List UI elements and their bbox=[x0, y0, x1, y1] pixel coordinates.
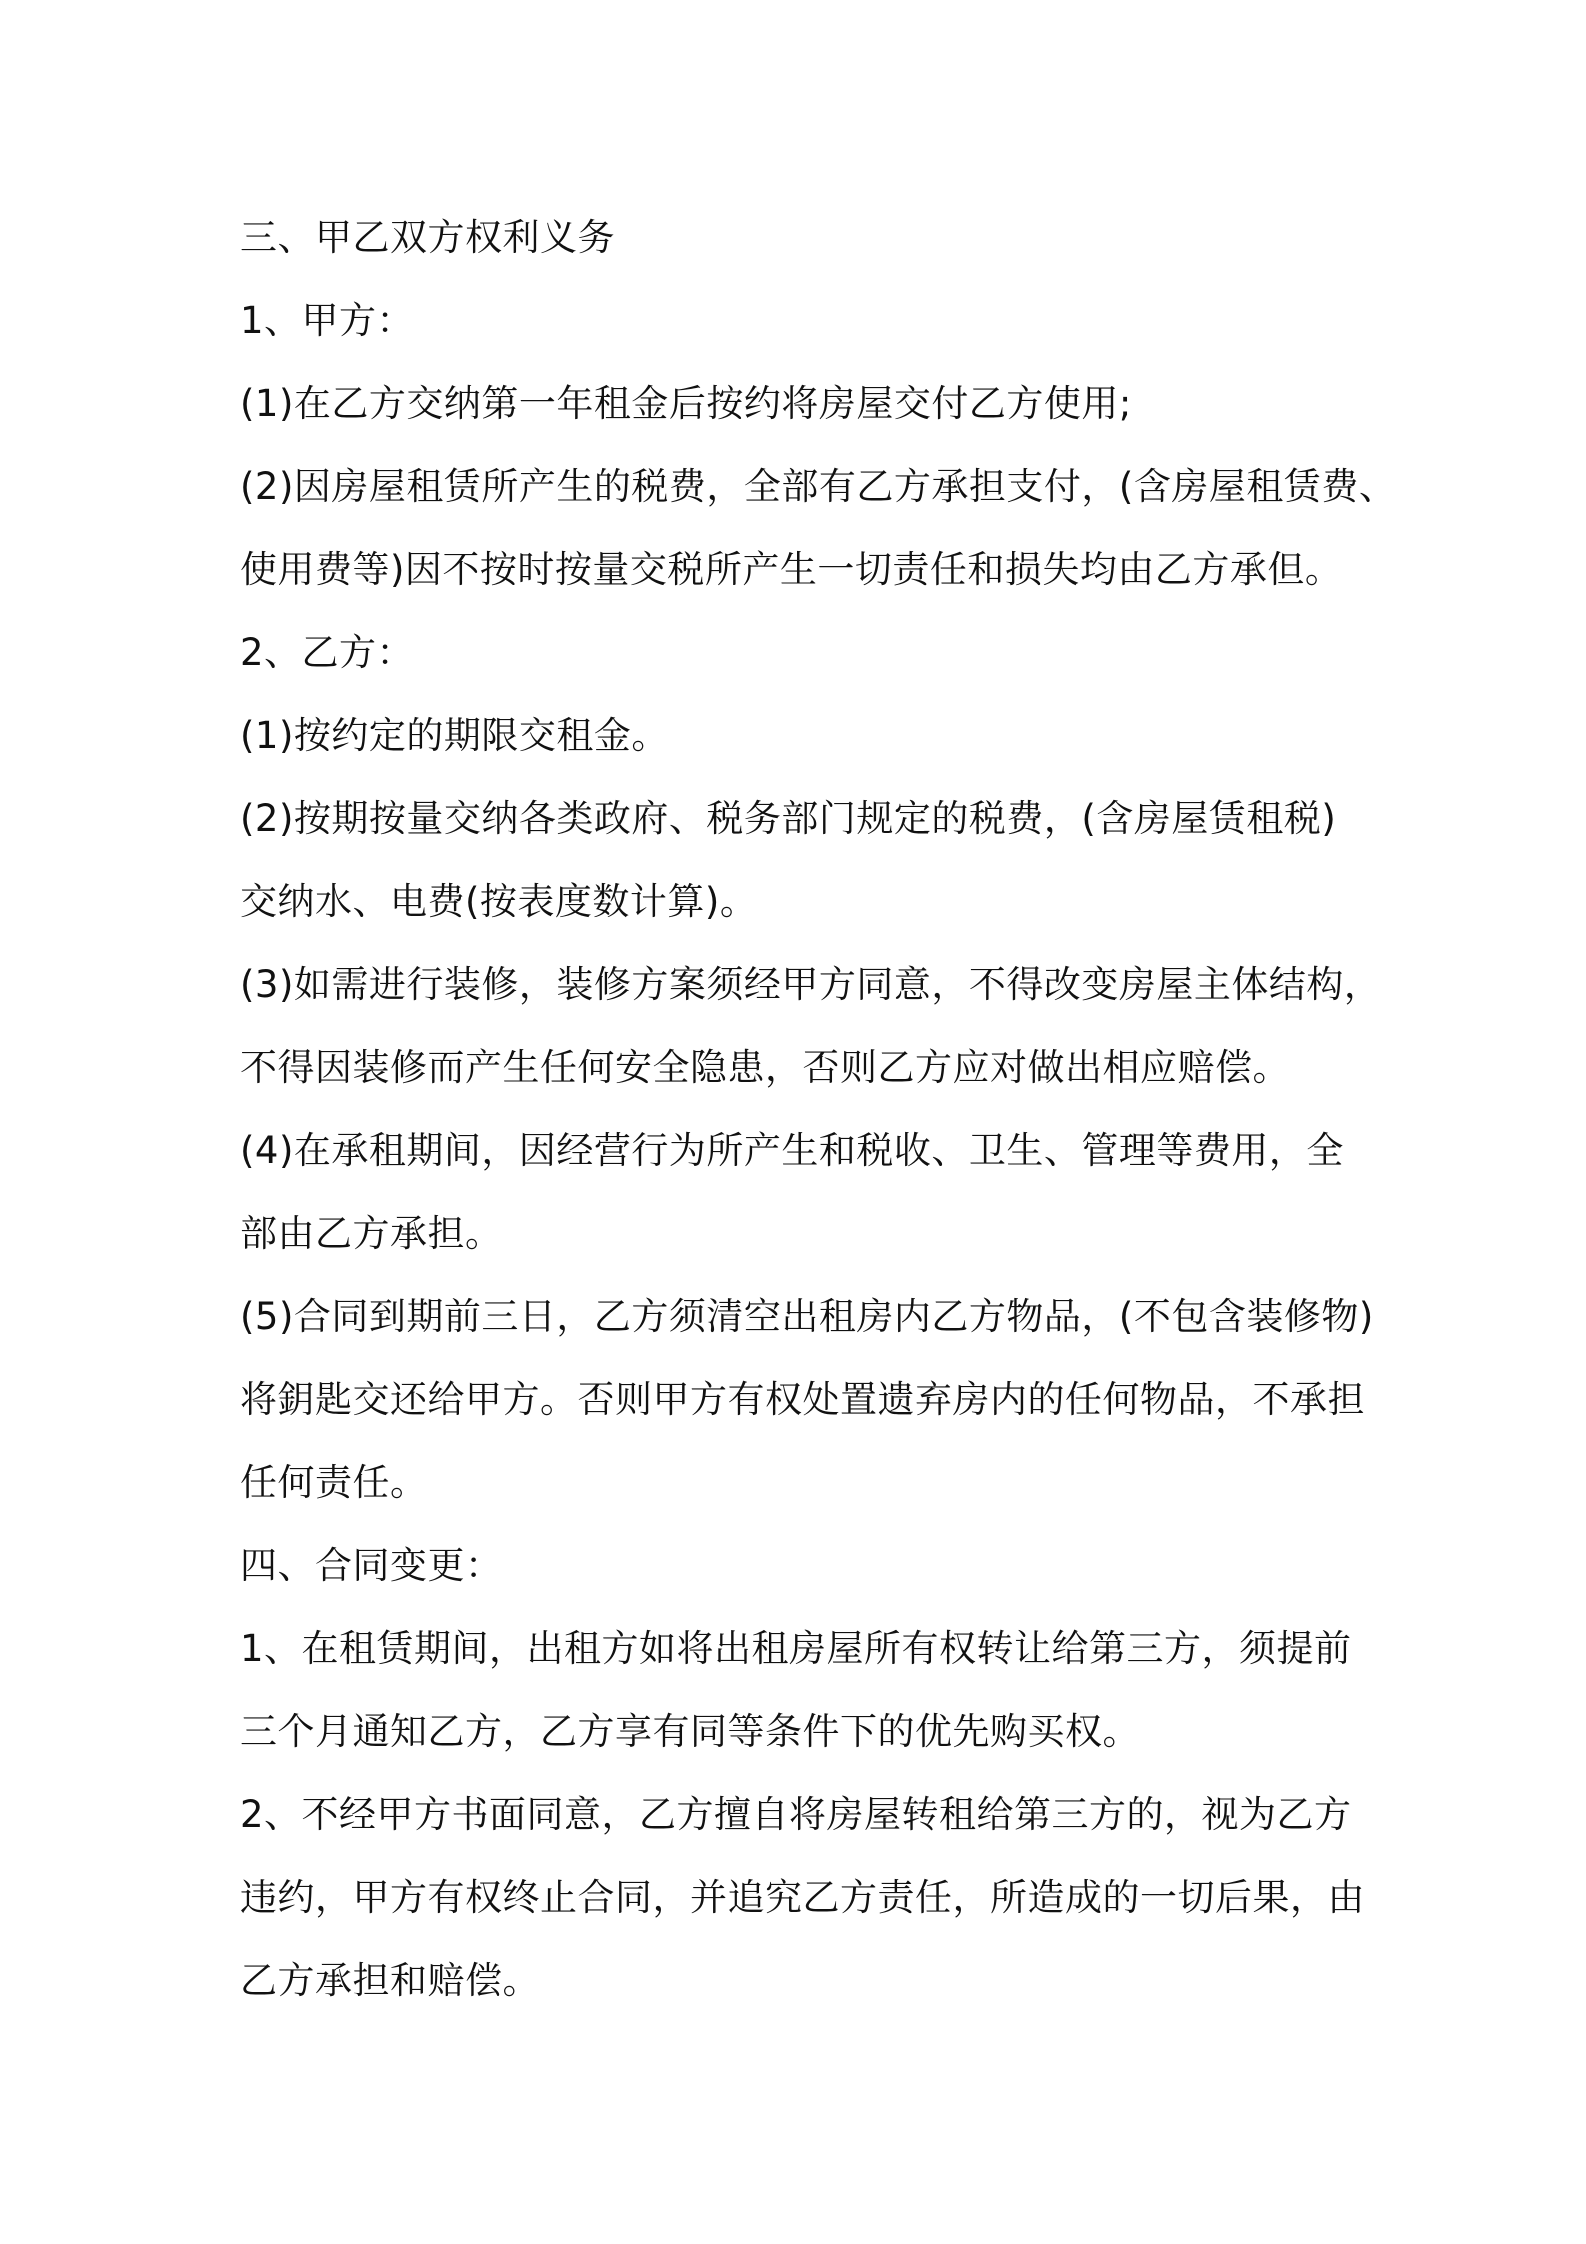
paragraph-line: 2、不经甲方书面同意，乙方擅自将房屋转租给第三方的，视为乙方 bbox=[240, 1793, 1352, 1836]
section-heading-rights-obligations: 三、甲乙双方权利义务 bbox=[240, 216, 615, 259]
paragraph-line: 违约，甲方有权终止合同，并追究乙方责任，所造成的一切后果，由 bbox=[240, 1876, 1365, 1919]
paragraph-line: 不得因装修而产生任何安全隐患，否则乙方应对做出相应赔偿。 bbox=[240, 1046, 1290, 1089]
paragraph-line: (1)按约定的期限交租金。 bbox=[240, 714, 669, 757]
paragraph-line: 交纳水、电费(按表度数计算)。 bbox=[240, 880, 758, 923]
paragraph-line: 部由乙方承担。 bbox=[240, 1212, 503, 1255]
paragraph-line: (5)合同到期前三日，乙方须清空出租房内乙方物品，(不包含装修物) bbox=[240, 1295, 1374, 1338]
paragraph-line: (1)在乙方交纳第一年租金后按约将房屋交付乙方使用; bbox=[240, 382, 1132, 425]
paragraph-line: (2)因房屋租赁所产生的税费，全部有乙方承担支付，(含房屋租赁费、 bbox=[240, 465, 1397, 508]
paragraph-line: 1、在租赁期间，出租方如将出租房屋所有权转让给第三方，须提前 bbox=[240, 1627, 1352, 1670]
paragraph-line: (4)在承租期间，因经营行为所产生和税收、卫生、管理等费用，全 bbox=[240, 1129, 1344, 1172]
subheading-party-a: 1、甲方： bbox=[240, 299, 415, 342]
paragraph-line: 将鈅匙交还给甲方。否则甲方有权处置遗弃房内的任何物品，不承担 bbox=[240, 1378, 1365, 1421]
paragraph-line: (3)如需进行装修，装修方案须经甲方同意，不得改变房屋主体结构， bbox=[240, 963, 1382, 1006]
subheading-party-b: 2、乙方： bbox=[240, 631, 415, 674]
document-body bbox=[240, 196, 1420, 2022]
paragraph-line: 三个月通知乙方，乙方享有同等条件下的优先购买权。 bbox=[240, 1710, 1140, 1753]
paragraph-line: 使用费等)因不按时按量交税所产生一切责任和损失均由乙方承但。 bbox=[240, 548, 1343, 591]
paragraph-line: 任何责任。 bbox=[240, 1461, 428, 1504]
paragraph-line: 乙方承担和赔偿。 bbox=[240, 1959, 540, 2002]
section-heading-contract-change: 四、合同变更： bbox=[240, 1544, 503, 1587]
paragraph-line: (2)按期按量交纳各类政府、税务部门规定的税费，(含房屋赁租税) bbox=[240, 797, 1337, 840]
